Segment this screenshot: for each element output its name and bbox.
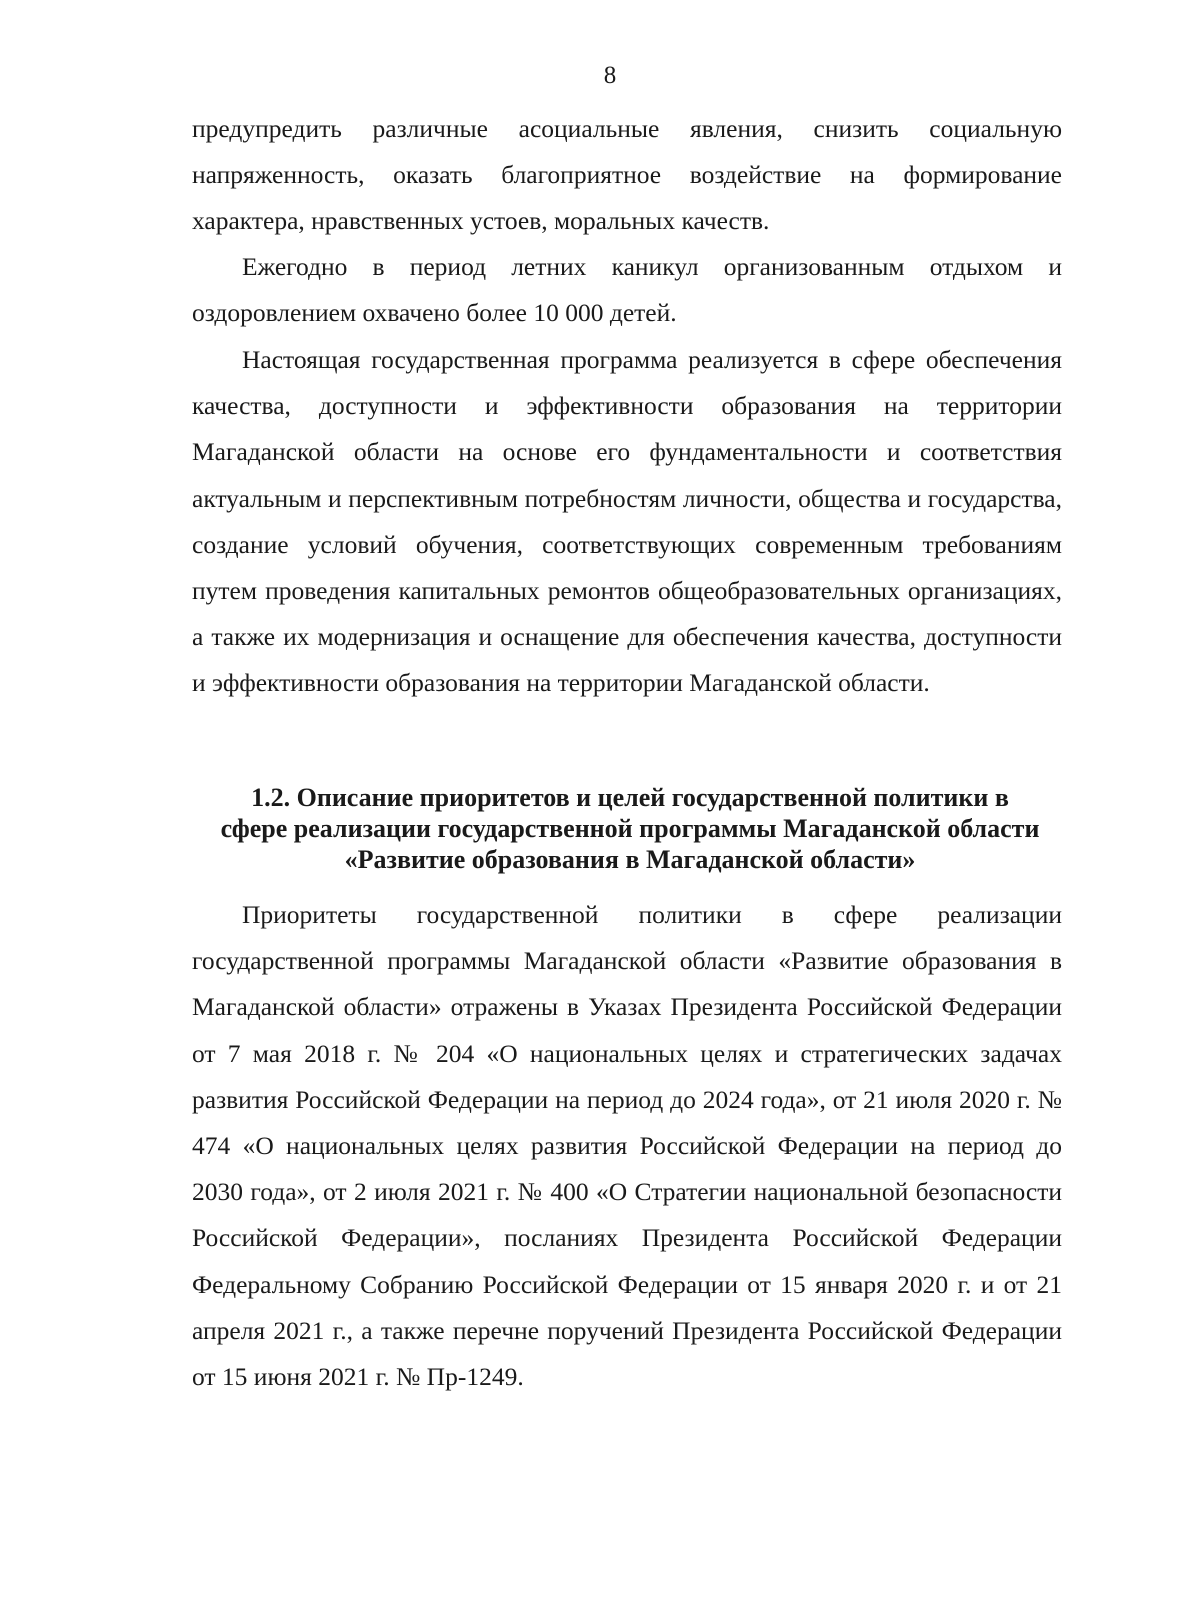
- section-heading-line-1: 1.2. Описание приоритетов и целей государственной политики в: [251, 783, 1009, 812]
- page-number: 8: [603, 62, 617, 89]
- paragraph-priorities: Приоритеты государственной политики в сфере реализации государственной программы Магаданской области «Развитие образования в Магаданской области» отражены в Указах Президента Российской Федерации от 7 мая 2018 г. № 204 «О национальных целях и стратегических задачах развития Российской Федерации на период до 2024 года», от 21 июля 2020 г. № 474 «О национальных целях развития Российской Федерации на период до 2030 года», от 2 июля 2021 г. № 400 «О Стратегии национальной безопасности Российской Федерации», посланиях Президента Российской Федерации Федеральному Собранию Российской Федерации от 15 января 2020 г. и от 21 апреля 2021 г., а также перечне поручений Президента Российской Федерации от 15 июня 2021 г. № Пр-1249.: [192, 900, 1062, 1392]
- paragraph-continuation: предупредить различные асоциальные явления, снизить социальную напряженность, оказать благоприятное воздействие на формирование характера, нравственных устоев, моральных качеств.: [192, 114, 1062, 236]
- paragraph-block-3: [192, 337, 1062, 707]
- paragraph-block-4: [192, 892, 1062, 1400]
- paragraph-block-2: [192, 244, 1062, 336]
- section-heading: [170, 782, 1090, 875]
- section-heading-line-3: «Развитие образования в Магаданской области»: [344, 845, 916, 874]
- paragraph-program-scope: Настоящая государственная программа реализуется в сфере обеспечения качества, доступности и эффективности образования на территории Магаданской области на основе его фундаментальности и соответствия актуальным и перспективным потребностям личности, общества и государства, создание условий обучения, соответствующих современным требованиям путем проведения капитальных ремонтов общеобразовательных организациях, а также их модернизация и оснащение для обеспечения качества, доступности и эффективности образования на территории Магаданской области.: [192, 345, 1062, 698]
- section-heading-line-2: сфере реализации государственной программы Магаданской области: [220, 814, 1040, 843]
- paragraph-summer-recreation: Ежегодно в период летних каникул организованным отдыхом и оздоровлением охвачено более 10 000 детей.: [192, 252, 1062, 328]
- paragraph-block-1: [192, 106, 1062, 245]
